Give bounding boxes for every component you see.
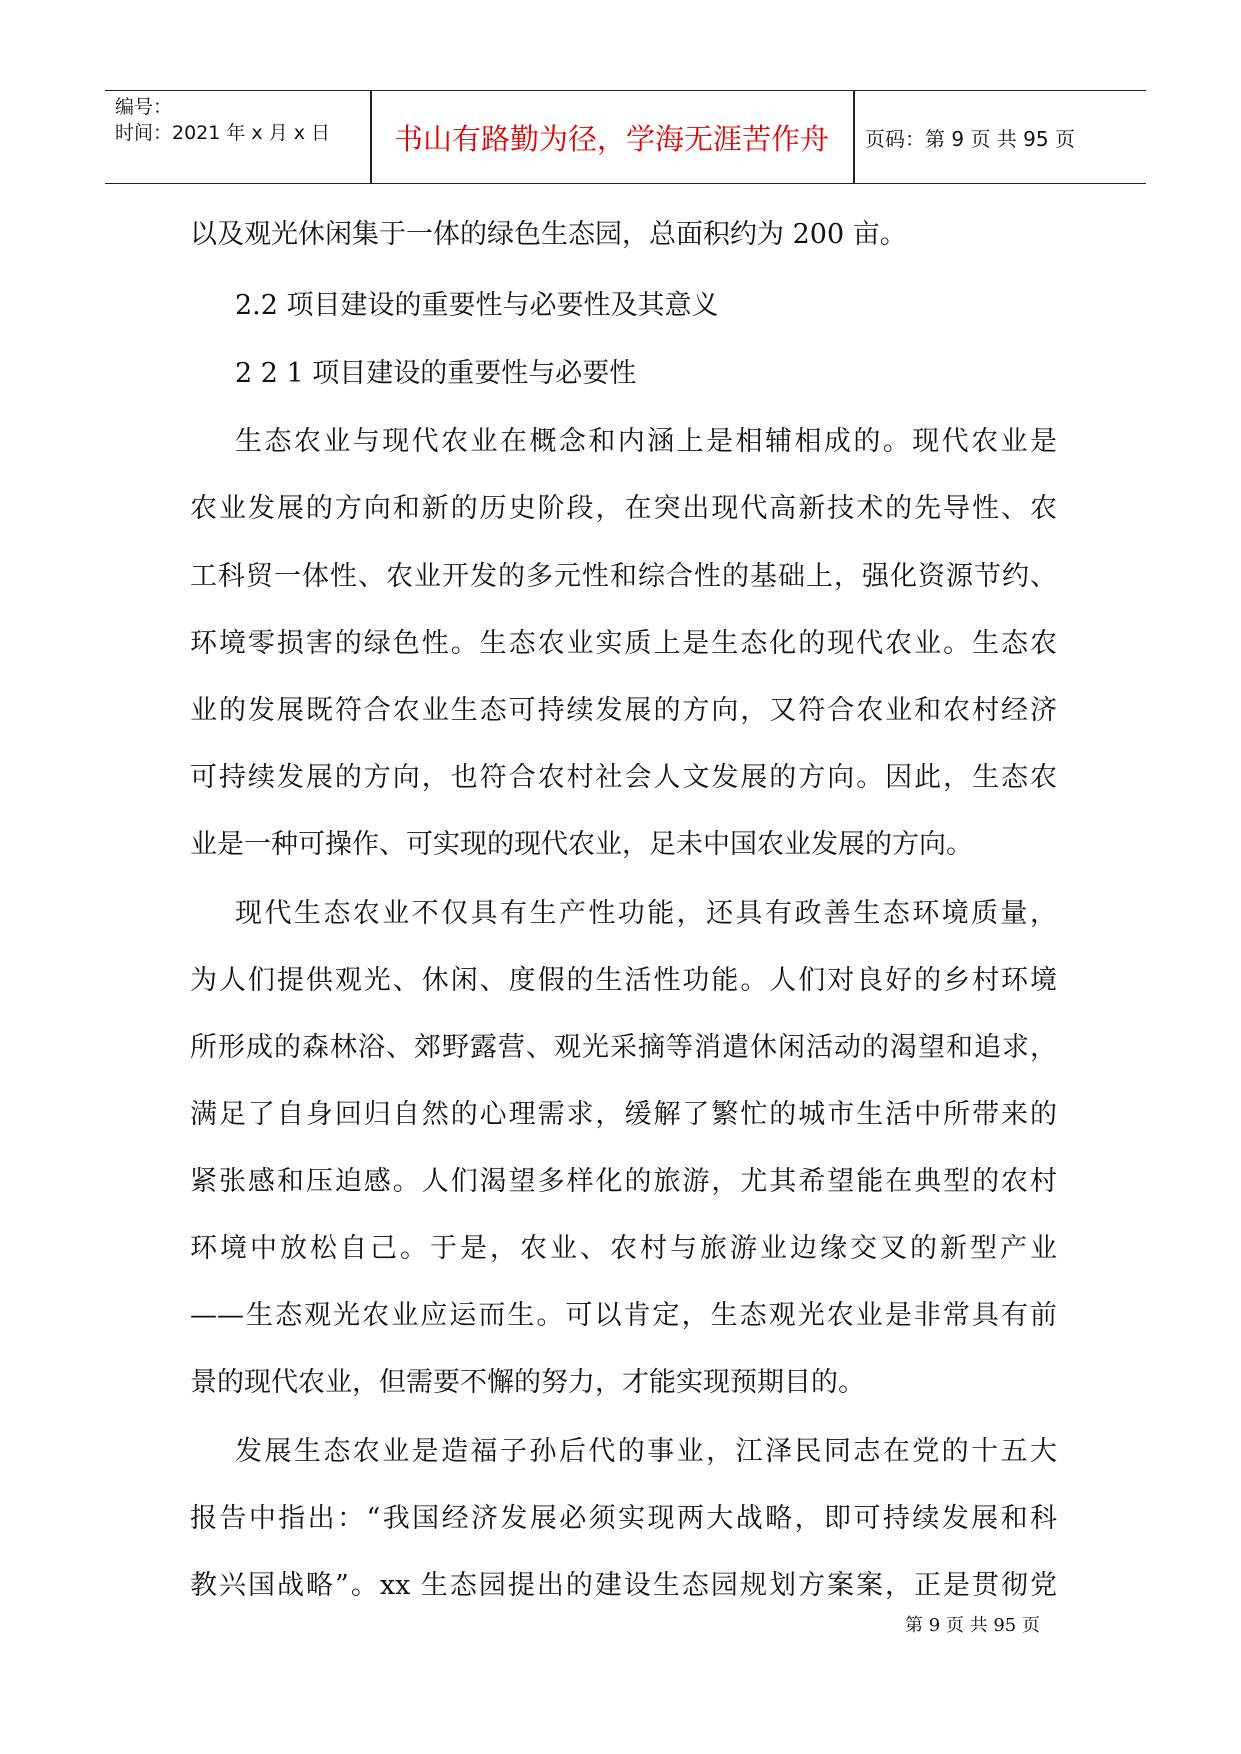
text-line: 可持续发展的方向，也符合农村社会人文发展的方向。因此，生态农 [190, 762, 1057, 793]
text-line: 教兴国战略”。xx 生态园提出的建设生态园规划方案案，正是贯彻党 [190, 1570, 1057, 1601]
text-line: 以及观光休闲集于一体的绿色生态园，总面积约为 200 亩。 [190, 219, 907, 250]
text-line: 工科贸一体性、农业开发的多元性和综合性的基础上，强化资源节约、 [190, 561, 1057, 592]
section-heading: 2.2 项目建设的重要性与必要性及其意义 [235, 290, 719, 321]
text-line: 景的现代农业，但需要不懈的努力，才能实现预期目的。 [190, 1367, 865, 1398]
text-line: 紧张感和压迫感。人们渴望多样化的旅游，尤其希望能在典型的农村 [190, 1166, 1057, 1197]
text-line: 发展生态农业是造福子孙后代的事业，江泽民同志在党的十五大 [235, 1436, 1057, 1467]
text-line: 报告中指出：“我国经济发展必须实现两大战略，即可持续发展和科 [190, 1503, 1057, 1534]
text-line: 环境中放松自己。于是，农业、农村与旅游业边缘交叉的新型产业 [190, 1233, 1057, 1264]
text-line: 所形成的森林浴、郊野露营、观光采摘等消遣休闲活动的渴望和追求， [190, 1032, 1057, 1063]
text-line: ——生态观光农业应运而生。可以肯定，生态观光农业是非常具有前 [190, 1300, 1057, 1331]
date-line: 时间：2021 年 x 月 x 日 [115, 122, 331, 144]
header-page-code: 页码：第 9 页 共 95 页 [865, 126, 1075, 151]
page-header [105, 90, 1146, 184]
text-line: 满足了自身回归自然的心理需求，缓解了繁忙的城市生活中所带来的 [190, 1099, 1057, 1130]
text-line: 生态农业与现代农业在概念和内涵上是相辅相成的。现代农业是 [235, 426, 1057, 457]
text-line: 环境零损害的绿色性。生态农业实质上是生态化的现代农业。生态农 [190, 628, 1057, 659]
text-line: 业是一种可操作、可实现的现代农业，足未中国农业发展的方向。 [190, 829, 973, 860]
subsection-heading: 2 2 1 项目建设的重要性与必要性 [235, 358, 637, 389]
header-divider-right [853, 91, 855, 183]
header-meta [115, 91, 370, 183]
text-line: 业的发展既符合农业生态可持续发展的方向，又符合农业和农村经济 [190, 695, 1057, 726]
text-line: 为人们提供观光、休闲、度假的生活性功能。人们对良好的乡村环境 [190, 965, 1057, 996]
number-label: 编号： [115, 96, 173, 118]
text-line: 现代生态农业不仅具有生产性功能，还具有政善生态环境质量， [235, 898, 1057, 929]
page-footer: 第 9 页 共 95 页 [905, 1615, 1040, 1636]
header-motto: 书山有路勤为径，学海无涯苦作舟 [393, 121, 829, 156]
text-line: 农业发展的方向和新的历史阶段，在突出现代高新技术的先导性、农 [190, 493, 1057, 524]
